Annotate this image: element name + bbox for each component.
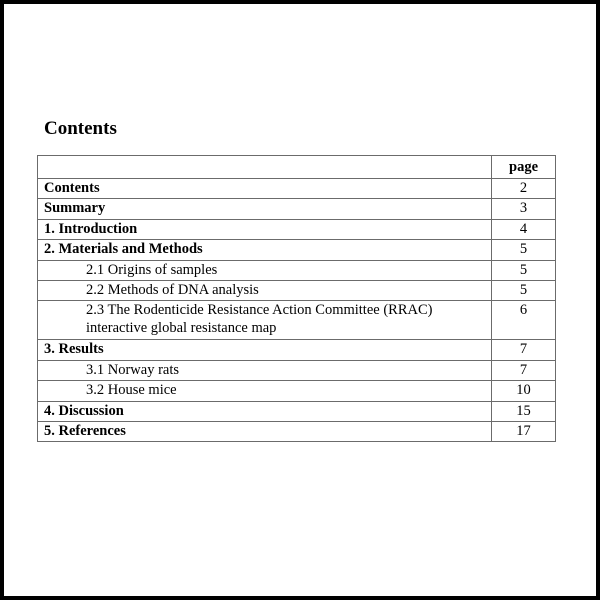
- table-row: [38, 401, 556, 421]
- table-row: [38, 240, 556, 260]
- table-row: [38, 301, 556, 340]
- table-row: [38, 360, 556, 380]
- toc-entry-label: 3. Results: [38, 340, 492, 360]
- toc-page-number: 15: [492, 401, 556, 421]
- toc-subentry-label: 2.3 The Rodenticide Resistance Action Committee (RRAC) interactive global resistance map: [38, 301, 492, 340]
- toc-entry-label: 2. Materials and Methods: [38, 240, 492, 260]
- table-row: [38, 340, 556, 360]
- page-column-header: page: [492, 156, 556, 179]
- toc-page-number: 5: [492, 280, 556, 300]
- table-row: [38, 260, 556, 280]
- toc-page-number: 7: [492, 360, 556, 380]
- table-row: [38, 280, 556, 300]
- toc-page-number: 7: [492, 340, 556, 360]
- contents-table: [37, 155, 556, 442]
- table-row: [38, 219, 556, 239]
- table-row: [38, 179, 556, 199]
- table-header-row: [38, 156, 556, 179]
- toc-entry-label: Contents: [38, 179, 492, 199]
- toc-page-number: 3: [492, 199, 556, 219]
- toc-page-number: 5: [492, 260, 556, 280]
- toc-page-number: 5: [492, 240, 556, 260]
- document-page: [4, 4, 596, 596]
- toc-subentry-label: 3.1 Norway rats: [38, 360, 492, 380]
- table-row: [38, 199, 556, 219]
- header-blank-cell: [38, 156, 492, 179]
- toc-page-number: 4: [492, 219, 556, 239]
- page-title: Contents: [44, 118, 117, 139]
- toc-subentry-label: 3.2 House mice: [38, 381, 492, 401]
- toc-page-number: 6: [492, 301, 556, 340]
- toc-entry-label: Summary: [38, 199, 492, 219]
- toc-entry-label: 1. Introduction: [38, 219, 492, 239]
- toc-subentry-label: 2.2 Methods of DNA analysis: [38, 280, 492, 300]
- toc-entry-label: 5. References: [38, 421, 492, 441]
- toc-entry-label: 4. Discussion: [38, 401, 492, 421]
- toc-page-number: 10: [492, 381, 556, 401]
- toc-page-number: 17: [492, 421, 556, 441]
- toc-subentry-label: 2.1 Origins of samples: [38, 260, 492, 280]
- table-row: [38, 381, 556, 401]
- toc-page-number: 2: [492, 179, 556, 199]
- table-row: [38, 421, 556, 441]
